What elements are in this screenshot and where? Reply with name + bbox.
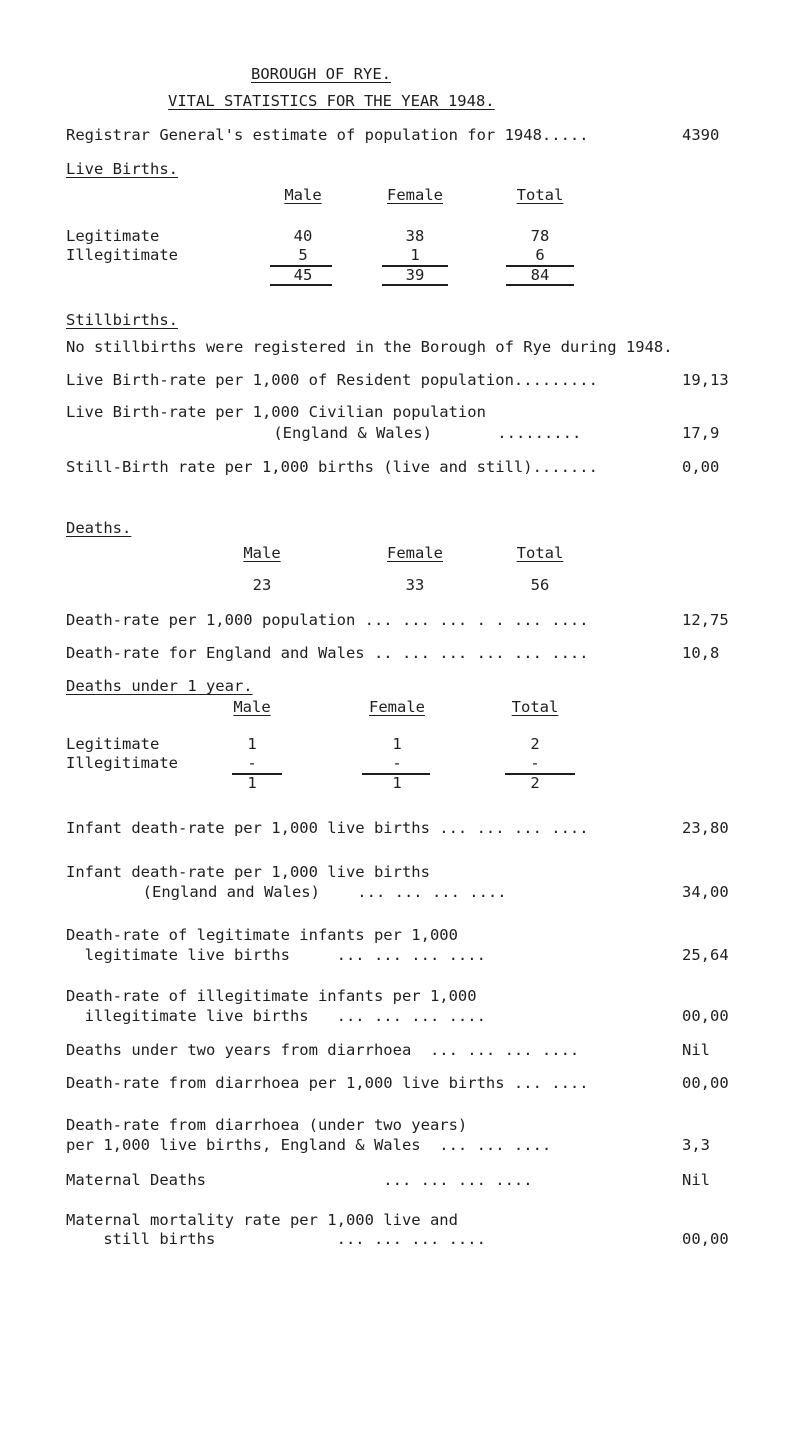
deaths-male: 23: [252, 576, 272, 594]
du1-col-female: Female: [369, 698, 425, 716]
diarrhoea-rate-label: Death-rate from diarrhoea per 1,000 live births ... ....: [66, 1074, 589, 1092]
lb-total-male: 45: [293, 266, 313, 284]
infant-rate-ew-label: Infant death-rate per 1,000 live births: [66, 863, 430, 881]
lb-total-line-total: [506, 284, 574, 286]
du1-total-female: 1: [392, 774, 402, 792]
population-label: Registrar General's estimate of population for 1948.....: [66, 126, 589, 144]
lb-total-female: 39: [405, 266, 425, 284]
document-title: VITAL STATISTICS FOR THE YEAR 1948.: [168, 92, 495, 110]
du1-col-male: Male: [233, 698, 271, 716]
deaths-col-male: Male: [243, 544, 281, 562]
birth-rate-label-1: Live Birth-rate per 1,000 of Resident population.........: [66, 371, 598, 389]
maternal-rate-value: 00,00: [682, 1230, 729, 1248]
diarrhoea-rate-value: 00,00: [682, 1074, 729, 1092]
lb-row-illegitimate-label: Illegitimate: [66, 246, 178, 264]
lb-col-male: Male: [284, 186, 322, 204]
lb-legit-total: 78: [530, 227, 550, 245]
lb-illeg-total: 6: [535, 246, 545, 264]
illeg-infant-rate-value: 00,00: [682, 1007, 729, 1025]
du1-legit-label: Legitimate: [66, 735, 160, 753]
stillbirths-text: No stillbirths were registered in the Borough of Rye during 1948.: [66, 338, 673, 356]
lb-row-legitimate-label: Legitimate: [66, 227, 160, 245]
du1-col-total: Total: [511, 698, 559, 716]
maternal-deaths-label: Maternal Deaths ... ... ... ....: [66, 1171, 533, 1189]
diarrhoea-deaths-value: Nil: [682, 1041, 710, 1059]
birth-rate-label-2: Live Birth-rate per 1,000 Civilian population: [66, 403, 486, 421]
deaths-heading: Deaths.: [66, 519, 132, 537]
lb-total-line-male: [270, 284, 332, 286]
diarrhoea-deaths-label: Deaths under two years from diarrhoea ... ... ... ....: [66, 1041, 580, 1059]
death-rate-label: Death-rate per 1,000 population ... ... ... . . ... ....: [66, 611, 589, 629]
maternal-deaths-value: Nil: [682, 1171, 710, 1189]
lb-legit-female: 38: [405, 227, 425, 245]
deaths-under-1-heading: Deaths under 1 year.: [66, 677, 253, 695]
legit-infant-rate-label: Death-rate of legitimate infants per 1,000: [66, 926, 458, 944]
stillbirth-rate-value: 0,00: [682, 458, 720, 476]
legit-infant-rate-label-2: legitimate live births ... ... ... ....: [66, 946, 486, 964]
du1-illeg-label: Illegitimate: [66, 754, 178, 772]
deaths-col-female: Female: [387, 544, 443, 562]
illeg-infant-rate-label: Death-rate of illegitimate infants per 1,000: [66, 987, 477, 1005]
diarrhoea-ew-label: Death-rate from diarrhoea (under two years): [66, 1116, 468, 1134]
lb-total-total: 84: [530, 266, 550, 284]
maternal-rate-label-2: still births ... ... ... ....: [66, 1230, 486, 1248]
maternal-rate-label: Maternal mortality rate per 1,000 live and: [66, 1211, 458, 1229]
lb-illeg-female: 1: [410, 246, 420, 264]
death-rate-ew-label: Death-rate for England and Wales .. ... ... ... ... ....: [66, 644, 589, 662]
infant-rate-ew-value: 34,00: [682, 883, 729, 901]
diarrhoea-ew-value: 3,3: [682, 1136, 710, 1154]
birth-rate-label-2b: (England & Wales) .........: [236, 424, 582, 442]
infant-rate-ew-label-2: (England and Wales) ... ... ... ....: [96, 883, 507, 901]
deaths-female: 33: [405, 576, 425, 594]
stillbirth-rate-label: Still-Birth rate per 1,000 births (live and still).......: [66, 458, 598, 476]
lb-col-female: Female: [387, 186, 443, 204]
du1-illeg-male: -: [247, 754, 257, 772]
legit-infant-rate-value: 25,64: [682, 946, 729, 964]
birth-rate-value-2: 17,9: [682, 424, 720, 442]
du1-illeg-female: -: [392, 754, 402, 772]
lb-total-line-female: [382, 284, 448, 286]
borough-title: BOROUGH OF RYE.: [251, 65, 391, 83]
du1-total-male: 1: [247, 774, 257, 792]
du1-legit-female: 1: [392, 735, 402, 753]
stillbirths-heading: Stillbirths.: [66, 311, 178, 329]
infant-rate-label: Infant death-rate per 1,000 live births ... ... ... ....: [66, 819, 589, 837]
birth-rate-value-1: 19,13: [682, 371, 729, 389]
du1-legit-total: 2: [530, 735, 540, 753]
du1-total-total: 2: [530, 774, 540, 792]
population-value: 4390: [682, 126, 720, 144]
lb-col-total: Total: [516, 186, 564, 204]
infant-rate-value: 23,80: [682, 819, 729, 837]
lb-illeg-male: 5: [298, 246, 308, 264]
deaths-col-total: Total: [516, 544, 564, 562]
death-rate-ew-value: 10,8: [682, 644, 720, 662]
deaths-total: 56: [530, 576, 550, 594]
lb-legit-male: 40: [293, 227, 313, 245]
diarrhoea-ew-label-2: per 1,000 live births, England & Wales ... ... ....: [66, 1136, 552, 1154]
death-rate-value: 12,75: [682, 611, 729, 629]
du1-legit-male: 1: [247, 735, 257, 753]
illeg-infant-rate-label-2: illegitimate live births ... ... ... ....: [66, 1007, 486, 1025]
live-births-heading: Live Births.: [66, 160, 178, 178]
du1-illeg-total: -: [530, 754, 540, 772]
